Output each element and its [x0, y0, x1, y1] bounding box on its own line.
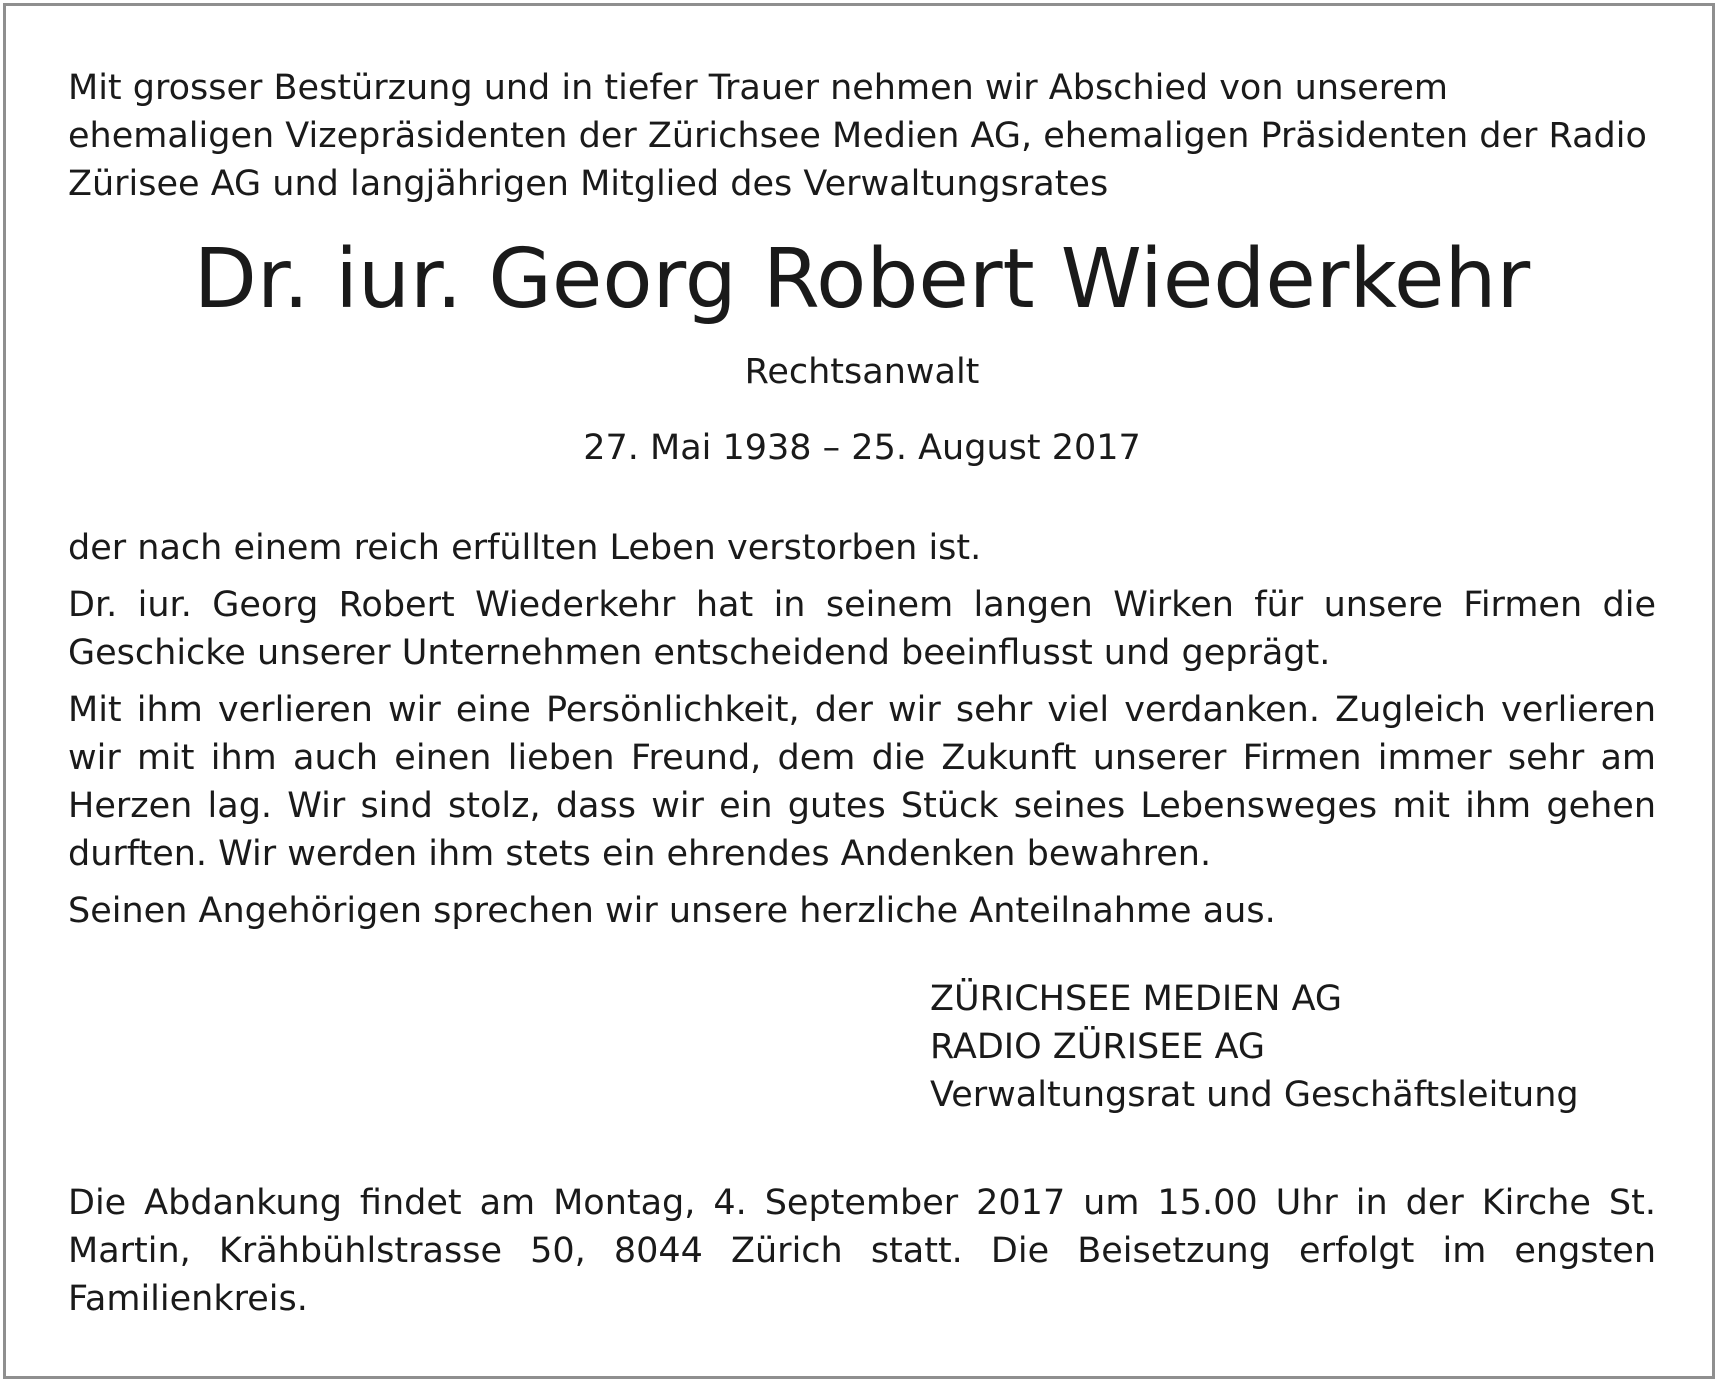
deceased-name: Dr. iur. Georg Robert Wiederkehr	[193, 232, 1531, 327]
intro-text: Mit grosser Bestürzung und in tiefer Trauer nehmen wir Abschied von unserem ehemaligen Vizepräsidenten der Zürichsee Medien AG, ehemaligen Präsidenten der Radio Zürisee AG und langjährigen Mitglied des Verwaltungsrates	[68, 68, 1647, 204]
funeral-details: Die Abdankung findet am Montag, 4. September 2017 um 15.00 Uhr in der Kirche St. Martin, Krähbühlstrasse 50, 8044 Zürich statt. Die Beisetzung erfolgt im engsten Familienkreis.	[68, 1183, 1656, 1319]
signature-company-2: RADIO ZÜRISEE AG	[930, 1027, 1266, 1067]
paragraph-passed-away: der nach einem reich erfüllten Leben verstorben ist.	[68, 528, 982, 568]
life-dates: 27. Mai 1938 – 25. August 2017	[583, 428, 1141, 468]
profession: Rechtsanwalt	[744, 352, 980, 392]
signature-role: Verwaltungsrat und Geschäftsleitung	[930, 1075, 1579, 1115]
paragraph-condolences: Seinen Angehörigen sprechen wir unsere herzliche Anteilnahme aus.	[68, 891, 1276, 931]
signature-company-1: ZÜRICHSEE MEDIEN AG	[930, 979, 1343, 1019]
signature-block	[930, 975, 1656, 1119]
obituary-notice	[68, 64, 1656, 1323]
paragraph-tribute: Mit ihm verlieren wir eine Persönlichkeit, der wir sehr viel verdanken. Zugleich verlieren wir mit ihm auch einen lieben Freund, dem die Zukunft unserer Firmen immer sehr am Herzen lag. Wir sind stolz, dass wir ein gutes Stück seines Lebensweges mit ihm gehen durften. Wir werden ihm stets ein ehrendes Andenken bewahren.	[68, 690, 1656, 874]
paragraph-influence: Dr. iur. Georg Robert Wiederkehr hat in seinem langen Wirken für unsere Firmen die Geschicke unserer Unternehmen entscheidend beeinflusst und geprägt.	[68, 585, 1656, 673]
